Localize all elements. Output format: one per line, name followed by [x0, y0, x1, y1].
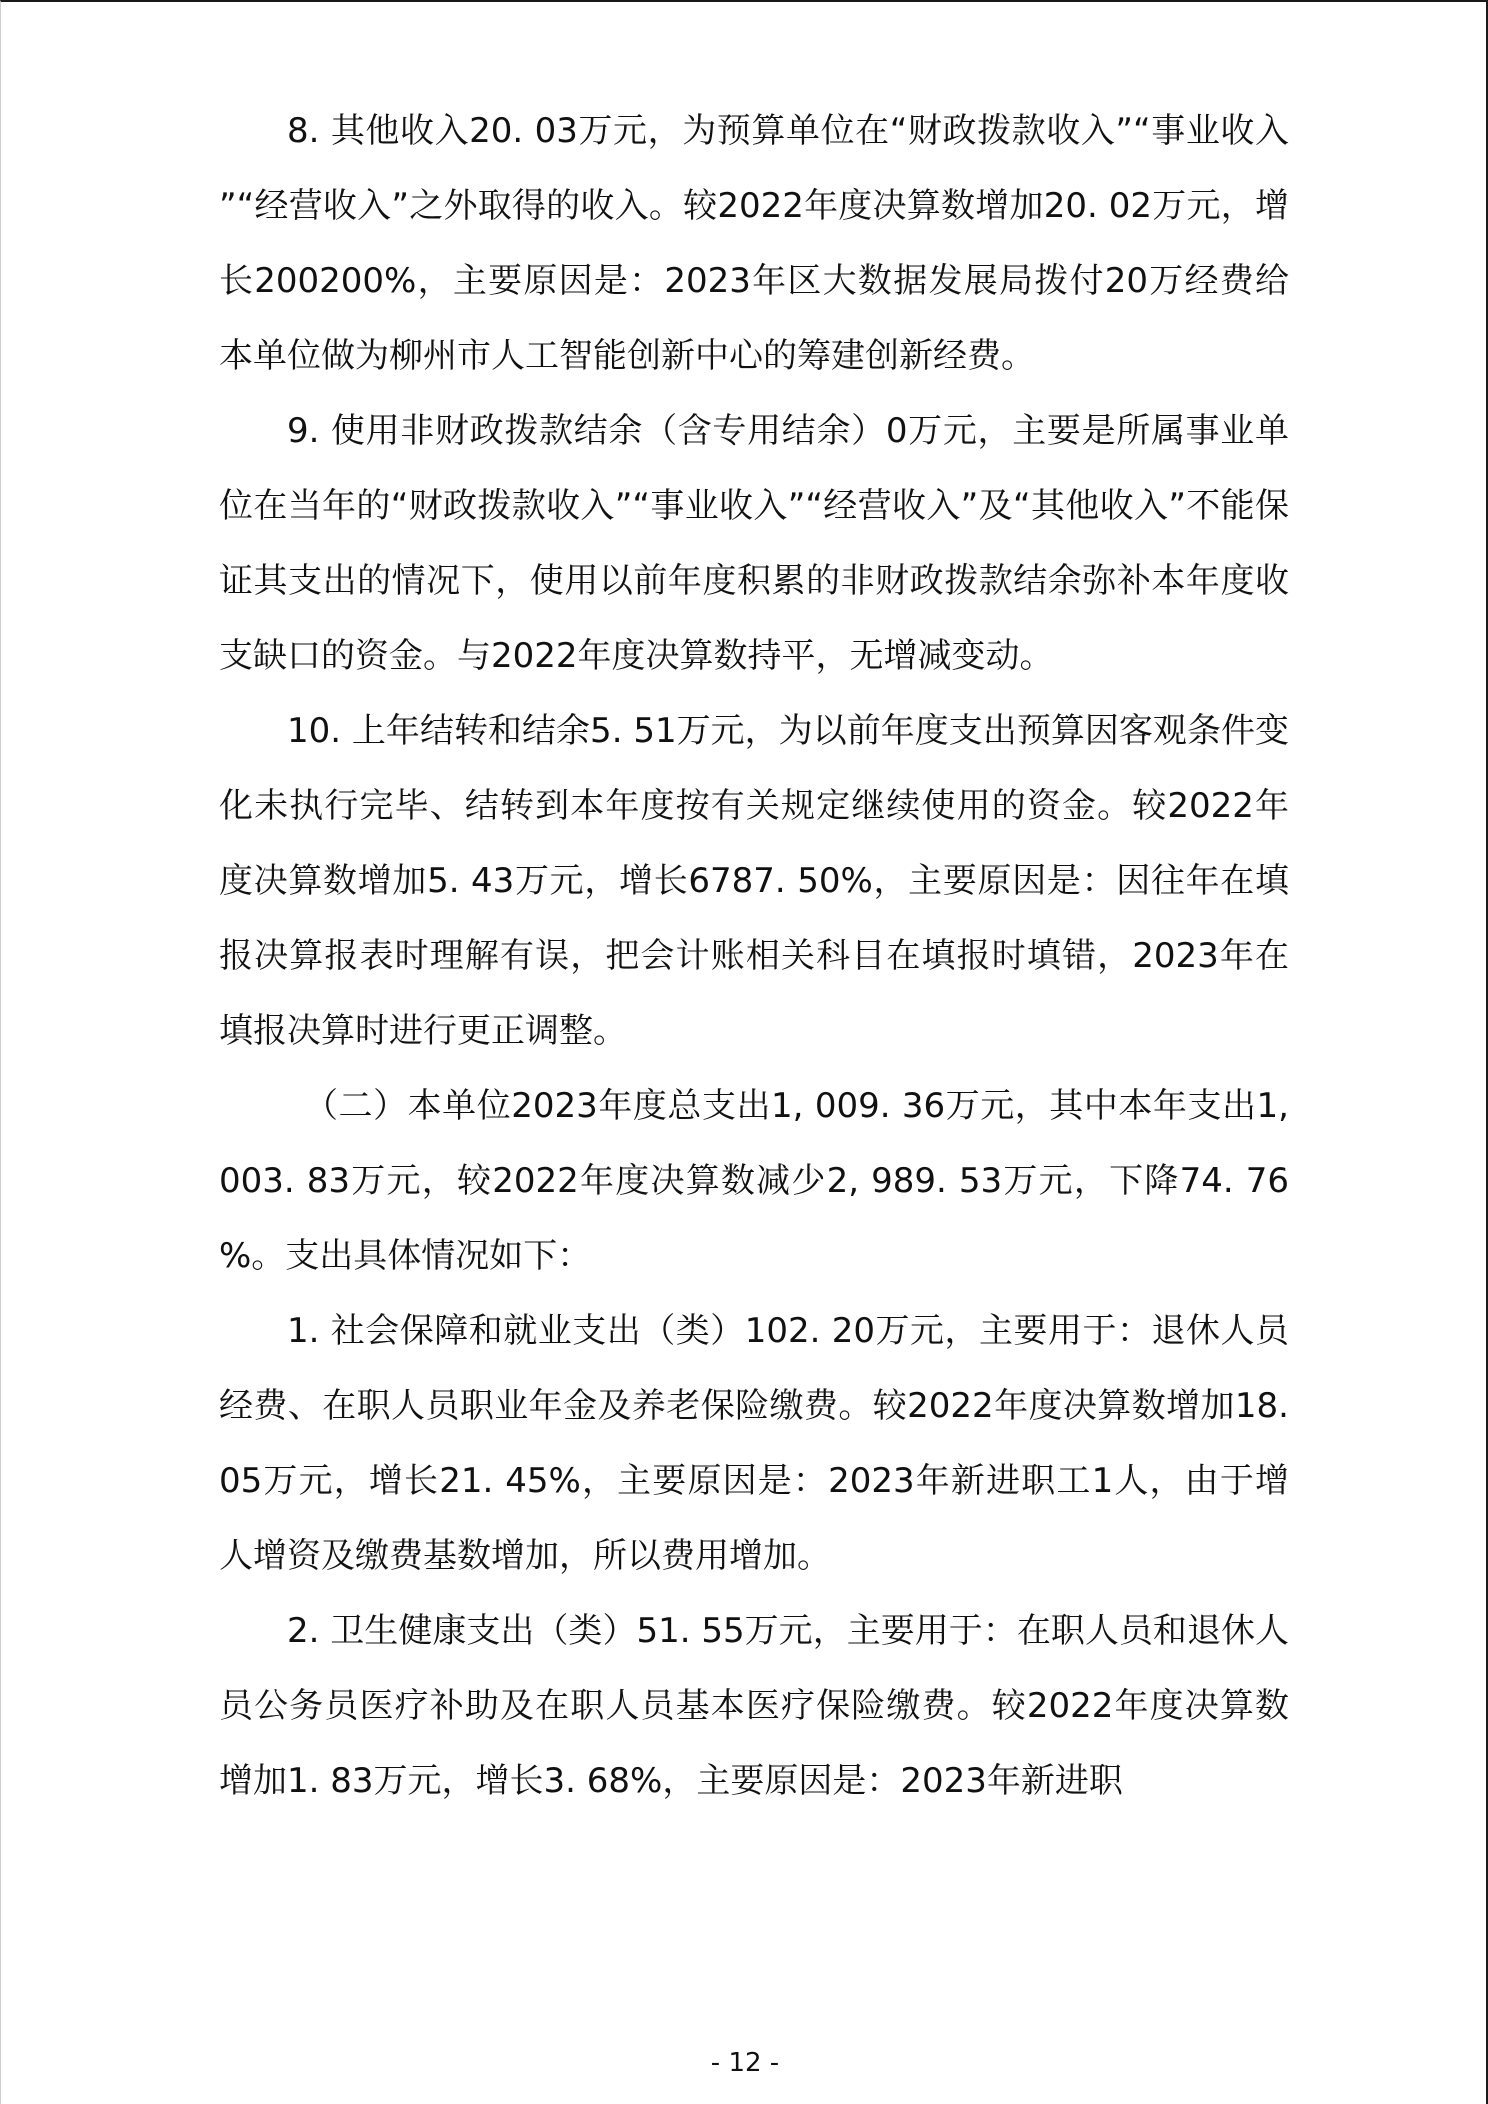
paragraph-non-fiscal-balance: 9. 使用非财政拨款结余（含专用结余）0万元，主要是所属事业单位在当年的“财政拨款收入”“事业收入”“经营收入”及“其他收入”不能保证其支出的情况下，使用以前年度积累的非财政拨款结余弥补本年度收支缺口的资金。与2022年度决算数持平，无增减变动。	[219, 411, 1289, 676]
document-body	[219, 94, 1289, 1819]
paragraph-total-expenditure: （二）本单位2023年度总支出1, 009. 36万元，其中本年支出1, 003. 83万元，较2022年度决算数减少2, 989. 53万元，下降74. 76%。支出具体情况如下：	[219, 1086, 1289, 1276]
page-number: - 12 -	[710, 2048, 780, 2078]
paragraph-prior-year-carryover: 10. 上年结转和结余5. 51万元，为以前年度支出预算因客观条件变化未执行完毕、结转到本年度按有关规定继续使用的资金。较2022年度决算数增加5. 43万元，增长6787. 50%，主要原因是：因往年在填报决算报表时理解有误，把会计账相关科目在填报时填错，2023年在填报决算时进行更正调整。	[219, 711, 1289, 1051]
paragraph-health-expenditure: 2. 卫生健康支出（类）51. 55万元，主要用于：在职人员和退休人员公务员医疗补助及在职人员基本医疗保险缴费。较2022年度决算数增加1. 83万元，增长3. 68%，主要原因是：2023年新进职	[219, 1611, 1289, 1801]
paragraph-social-security-expenditure: 1. 社会保障和就业支出（类）102. 20万元，主要用于：退休人员经费、在职人员职业年金及养老保险缴费。较2022年度决算数增加18. 05万元，增长21. 45%，主要原因是：2023年新进职工1人，由于增人增资及缴费基数增加，所以费用增加。	[219, 1311, 1289, 1576]
paragraph-other-income: 8. 其他收入20. 03万元，为预算单位在“财政拨款收入”“事业收入”“经营收入”之外取得的收入。较2022年度决算数增加20. 02万元，增长200200%，主要原因是：2023年区大数据发展局拨付20万经费给本单位做为柳州市人工智能创新中心的筹建创新经费。	[219, 111, 1289, 376]
